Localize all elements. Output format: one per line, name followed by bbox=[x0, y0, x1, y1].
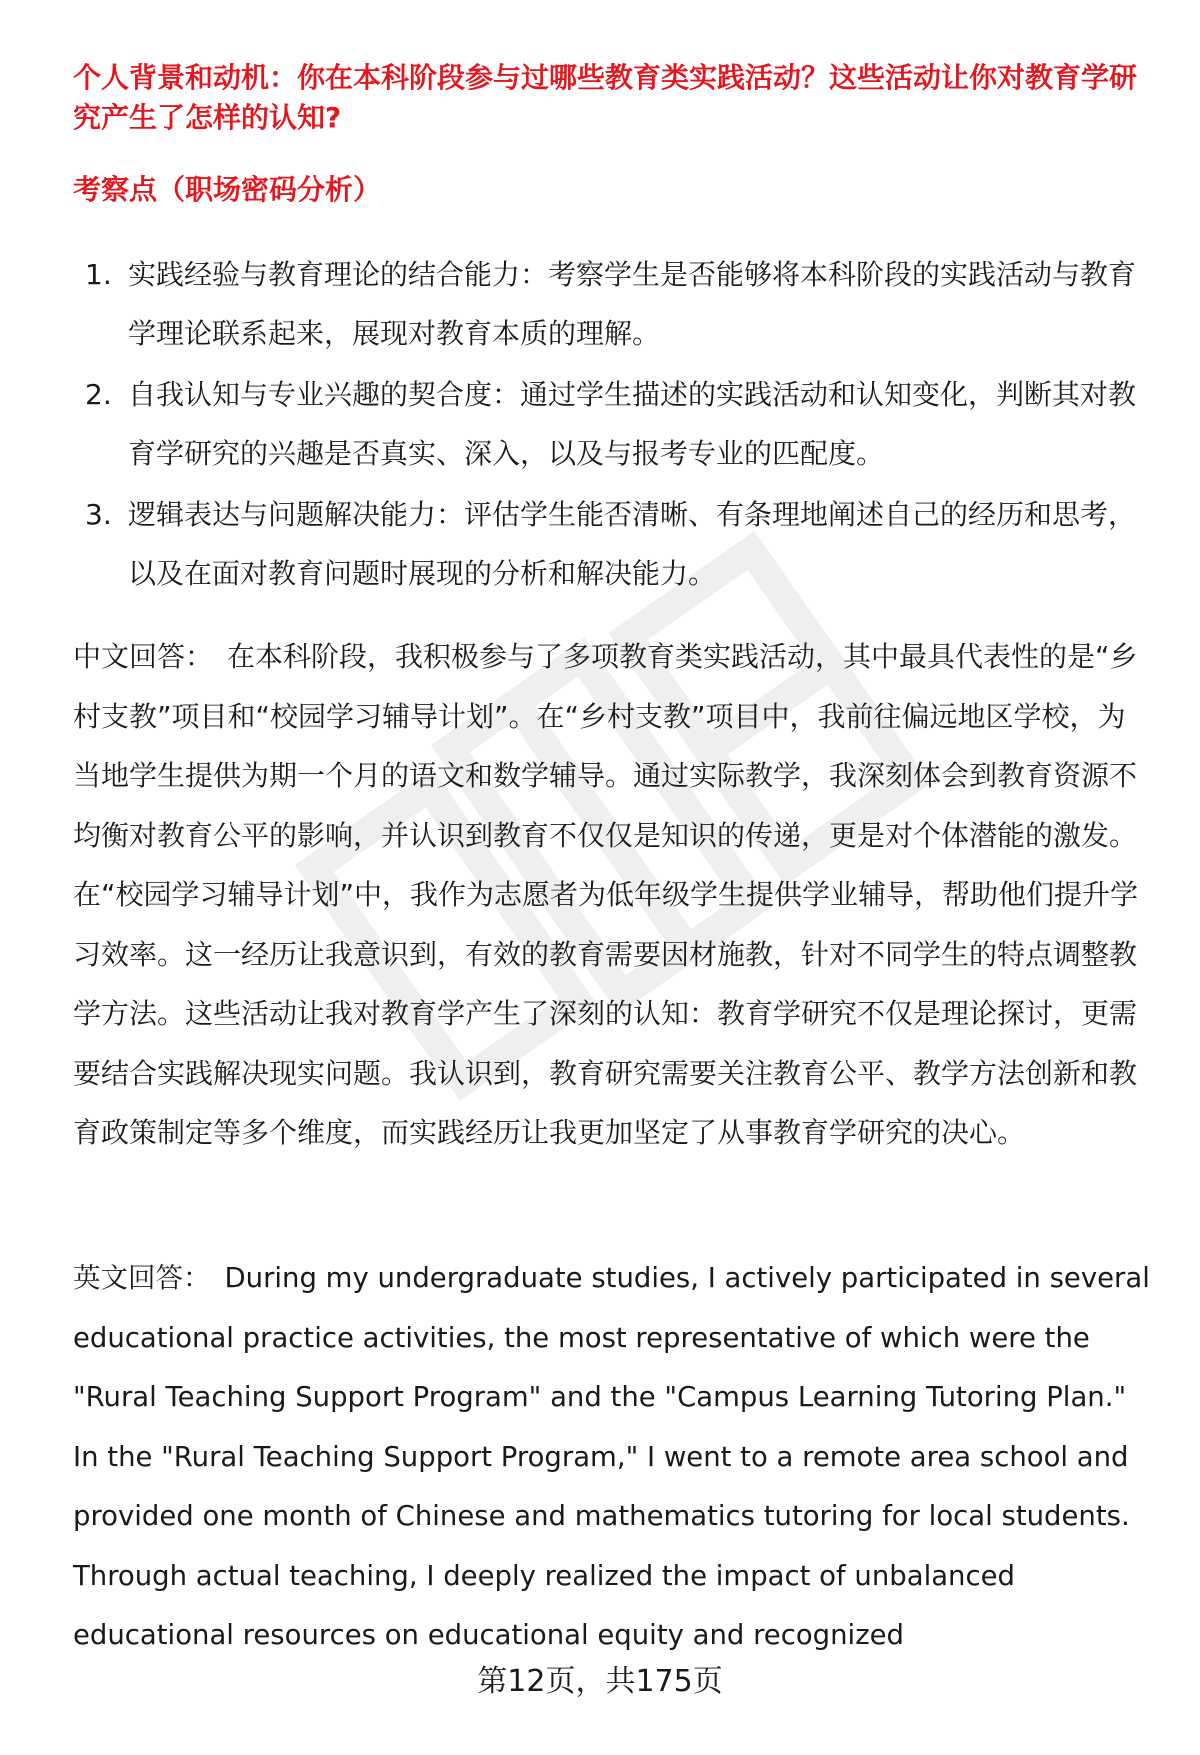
question-heading: 个人背景和动机：你在本科阶段参与过哪些教育类实践活动？这些活动让你对教育学研究产生了怎样的认知? bbox=[73, 61, 1138, 134]
english-answer-paragraph bbox=[73, 1249, 1153, 1666]
list-item-text: 逻辑表达与问题解决能力：评估学生能否清晰、有条理地阐述自己的经历和思考，以及在面对教育问题时展现的分析和解决能力。 bbox=[128, 498, 1137, 590]
list-item-number: 3. bbox=[85, 498, 112, 531]
english-answer-label: 英文回答： bbox=[73, 1262, 211, 1294]
list-item bbox=[73, 245, 1153, 363]
list-item bbox=[73, 485, 1153, 603]
list-item bbox=[73, 365, 1153, 483]
chinese-answer-label: 中文回答： bbox=[73, 640, 214, 673]
assessment-points-list bbox=[73, 245, 1153, 605]
chinese-answer-paragraph bbox=[73, 627, 1153, 1163]
chinese-answer-text: 在本科阶段，我积极参与了多项教育类实践活动，其中最具代表性的是“乡村支教”项目和“校园学习辅导计划”。在“乡村支教”项目中，我前往偏远地区学校，为当地学生提供为期一个月的语文和数学辅导。通过实际教学，我深刻体会到教育资源不均衡对教育公平的影响，并认识到教育不仅仅是知识的传递，更是对个体潜能的激发。在“校园学习辅导计划”中，我作为志愿者为低年级学生提供学业辅导，帮助他们提升学习效率。这一经历让我意识到，有效的教育需要因材施教，针对不同学生的特点调整教学方法。这些活动让我对教育学产生了深刻的认知：教育学研究不仅是理论探讨，更需要结合实践解决现实问题。我认识到，教育研究需要关注教育公平、教学方法创新和教育政策制定等多个维度，而实践经历让我更加坚定了从事教育学研究的决心。 bbox=[73, 640, 1139, 1149]
list-item-text: 实践经验与教育理论的结合能力：考察学生是否能够将本科阶段的实践活动与教育学理论联系起来，展现对教育本质的理解。 bbox=[128, 258, 1137, 350]
list-item-number: 2. bbox=[85, 378, 112, 411]
section-title: 考察点（职场密码分析） bbox=[73, 173, 382, 206]
list-item-number: 1. bbox=[85, 258, 112, 291]
page-number: 第12页，共175页 bbox=[477, 1664, 723, 1699]
list-item-text: 自我认知与专业兴趣的契合度：通过学生描述的实践活动和认知变化，判断其对教育学研究的兴趣是否真实、深入，以及与报考专业的匹配度。 bbox=[128, 378, 1137, 470]
english-answer-text: During my undergraduate studies, I actively participated in several educational practice activities, the most representative of which were the "Rural Teaching Support Program" and the "Campus Learning Tutoring Plan." In the "Rural Teaching Support Program," I went to a remote area school and provided one month of Chinese and mathematics tutoring for local students. Through actual teaching, I deeply realized the impact of unbalanced educational resources on educational equity and recognized bbox=[73, 1262, 1150, 1651]
